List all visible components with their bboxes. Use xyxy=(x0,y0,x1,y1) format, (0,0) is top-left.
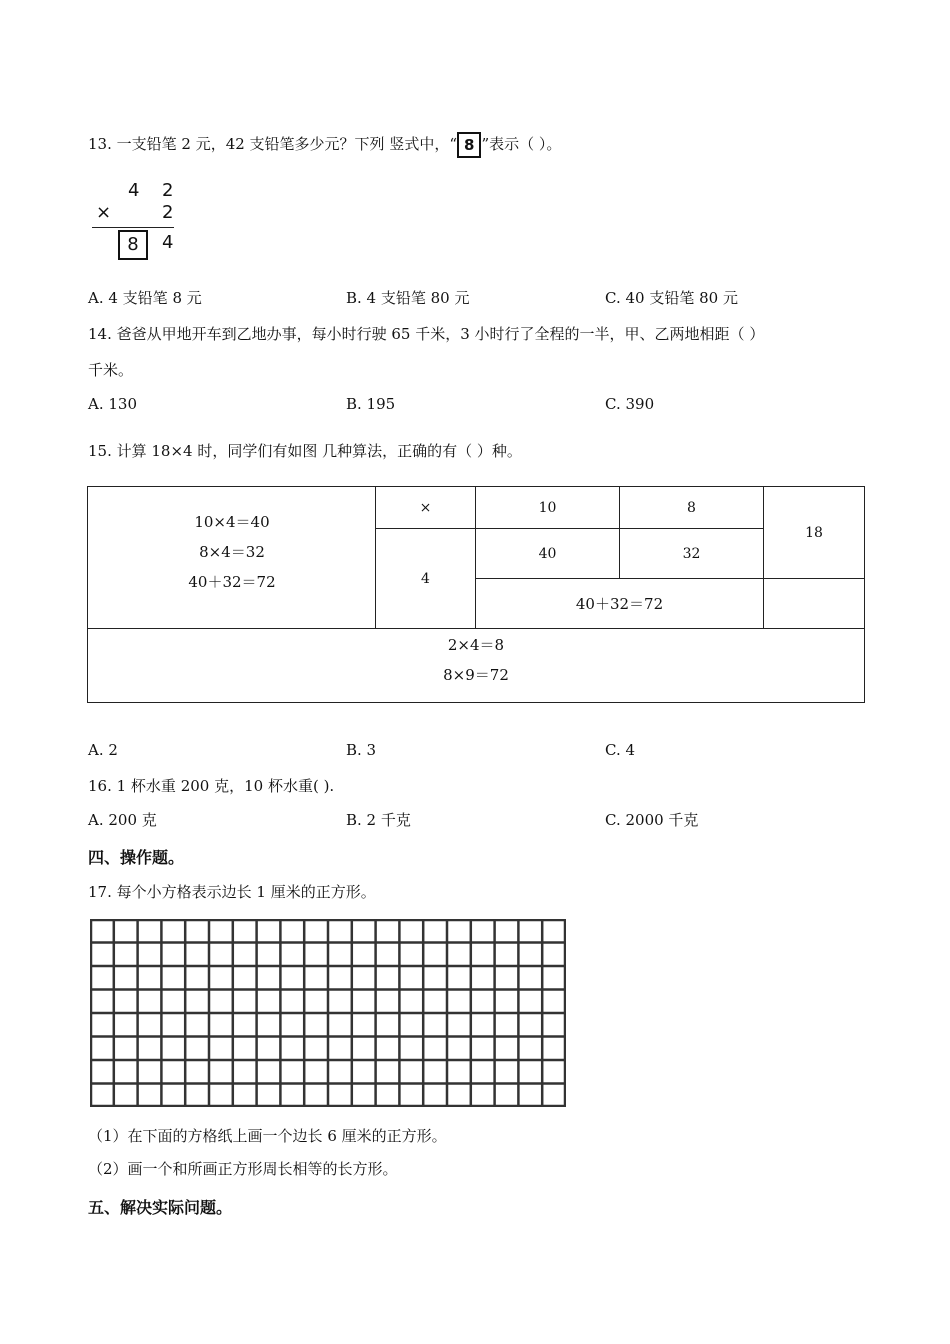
q14-option-a[interactable]: A. 130 xyxy=(88,395,137,413)
q16-option-a[interactable]: A. 200 克 xyxy=(88,811,157,829)
multiply-sign: × xyxy=(96,202,112,223)
col-header-10: 10 xyxy=(476,487,620,529)
multiplier-digit: 2 xyxy=(162,202,174,223)
product-boxed-digit: 8 xyxy=(118,230,148,260)
col-header-8: 8 xyxy=(620,487,764,529)
q15-option-c[interactable]: C. 4 xyxy=(605,741,636,759)
boxed-digit: 8 xyxy=(457,132,481,158)
section-5-heading: 五、解决实际问题。 xyxy=(88,1198,233,1217)
corner-cell: × xyxy=(376,487,476,529)
method1-line: 40＋32＝72 xyxy=(188,573,276,591)
methods-table xyxy=(87,486,865,703)
q16-option-b[interactable]: B. 2 千克 xyxy=(346,811,411,829)
question-15-stem: 15. 计算 18×4 时，同学们有如图 几种算法，正确的有（ ）种。 xyxy=(88,442,522,460)
q15-option-b[interactable]: B. 3 xyxy=(346,741,377,759)
method3-lines xyxy=(88,630,864,690)
question-16-stem: 16. 1 杯水重 200 克，10 杯水重( ). xyxy=(88,777,335,795)
q14-option-b[interactable]: B. 195 xyxy=(346,395,396,413)
method3-line: 2×4＝8 xyxy=(447,636,505,654)
question-17-sub2: （2）画一个和所画正方形周长相等的长方形。 xyxy=(88,1160,398,1178)
multiplicand-digit: 4 xyxy=(128,180,140,201)
question-14-line2: 千米。 xyxy=(88,361,134,379)
product-digit: 4 xyxy=(162,232,174,253)
q13-option-c[interactable]: C. 40 支铅笔 80 元 xyxy=(605,289,738,307)
vertical-multiplication xyxy=(90,178,190,263)
method3-line: 8×9＝72 xyxy=(443,666,509,684)
question-13-stem xyxy=(88,132,561,158)
row-header-4: 4 xyxy=(376,529,476,629)
right-bottom-cell xyxy=(764,579,864,629)
question-13-text-after: ”表示（ ）。 xyxy=(481,135,562,153)
q16-option-c[interactable]: C. 2000 千克 xyxy=(605,811,699,829)
q15-option-a[interactable]: A. 2 xyxy=(88,741,118,759)
question-14-line1: 14. 爸爸从甲地开车到乙地办事，每小时行驶 65 千米，3 小时行了全程的一半，甲、乙两地相距（ ） xyxy=(88,325,765,343)
product-cell-40: 40 xyxy=(476,529,620,579)
product-cell-32: 32 xyxy=(620,529,764,579)
method1-lines xyxy=(88,507,376,597)
sum-cell: 40＋32＝72 xyxy=(476,579,764,629)
square-grid[interactable] xyxy=(90,919,566,1107)
question-17-sub1: （1）在下面的方格纸上画一个边长 6 厘米的正方形。 xyxy=(88,1127,447,1145)
method1-line: 8×4＝32 xyxy=(199,543,265,561)
method1-line: 10×4＝40 xyxy=(194,513,270,531)
multiplicand-digit: 2 xyxy=(162,180,174,201)
q13-option-b[interactable]: B. 4 支铅笔 80 元 xyxy=(346,289,470,307)
section-4-heading: 四、操作题。 xyxy=(88,848,185,867)
q13-option-a[interactable]: A. 4 支铅笔 8 元 xyxy=(88,289,202,307)
question-17-stem: 17. 每个小方格表示边长 1 厘米的正方形。 xyxy=(88,883,376,901)
right-top-cell: 18 xyxy=(764,487,864,579)
q14-option-c[interactable]: C. 390 xyxy=(605,395,655,413)
question-13-text-before: 13. 一支铅笔 2 元，42 支铅笔多少元？下列 竖式中，“ xyxy=(88,135,457,153)
vertical-rule xyxy=(92,227,174,228)
